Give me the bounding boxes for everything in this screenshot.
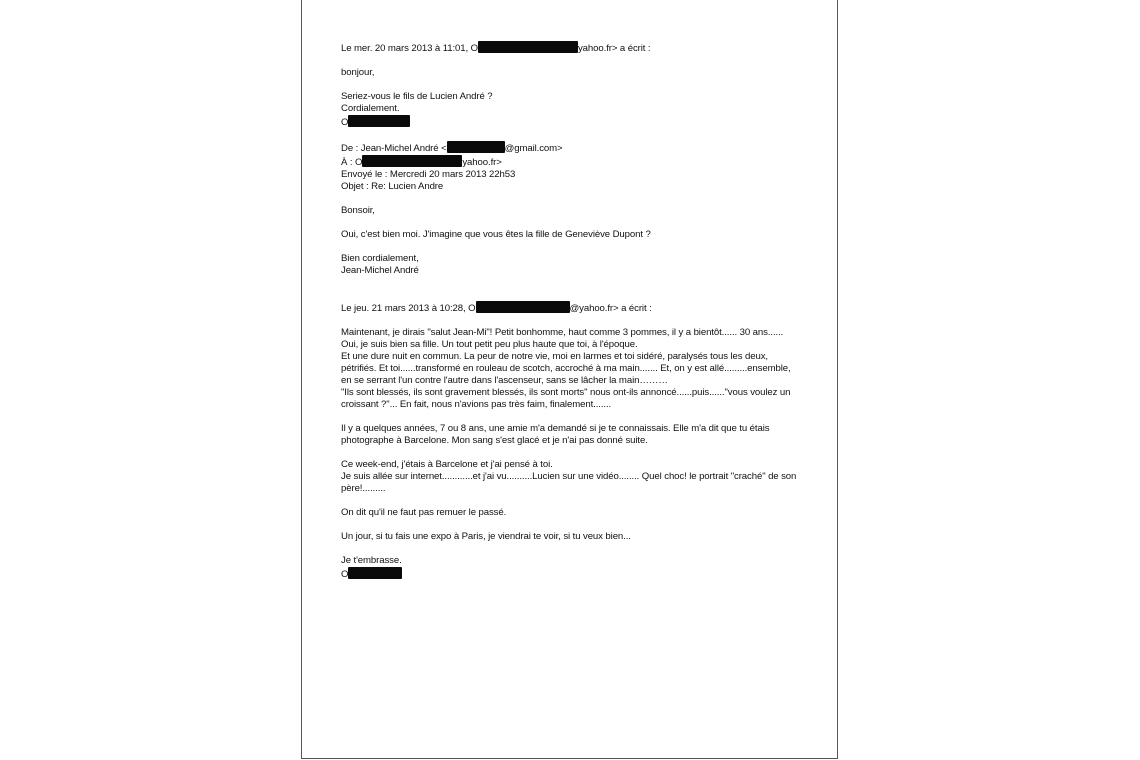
email3-para1-line: croissant ?"... En fait, nous n'avions pas très faim, finalement....... bbox=[341, 399, 612, 410]
email3-para4: On dit qu'il ne faut pas remuer le passé. bbox=[341, 507, 507, 518]
email2-sent: Envoyé le : Mercredi 20 mars 2013 22h53 bbox=[341, 169, 516, 180]
email3-para2-line: photographe à Barcelone. Mon sang s'est glacé et je n'ai pas donné suite. bbox=[341, 435, 648, 446]
email3-para1-line: "Ils sont blessés, ils sont gravement blessés, ils sont morts" nous ont-ils annoncé......puis......"vous voulez un bbox=[341, 387, 791, 398]
redaction-bar bbox=[476, 301, 570, 313]
email3-header bbox=[341, 301, 801, 315]
signature-initial: O bbox=[341, 117, 349, 128]
email2-from bbox=[341, 141, 801, 155]
redaction-bar bbox=[348, 115, 410, 127]
email3-para1-line: en se serrant l'un contre l'autre dans l'ascenseur, sans se lâcher la main……… bbox=[341, 375, 668, 386]
email3-closing: Je t'embrasse. bbox=[341, 555, 402, 566]
email2-closing: Bien cordialement, bbox=[341, 253, 419, 264]
email3-signature bbox=[341, 567, 801, 581]
email3-para3-line: Ce week-end, j'étais à Barcelone et j'ai pensé à toi. bbox=[341, 459, 553, 470]
email2-body: Oui, c'est bien moi. J'imagine que vous êtes la fille de Geneviève Dupont ? bbox=[341, 229, 651, 240]
from-text: @gmail.com> bbox=[504, 143, 563, 154]
scanned-page bbox=[301, 0, 838, 759]
email1-body-line: Cordialement. bbox=[341, 103, 400, 114]
email3-para2-line: Il y a quelques années, 7 ou 8 ans, une amie m'a demandé si je te connaissais. Elle m'a dit que tu étais bbox=[341, 423, 770, 434]
header-text: yahoo.fr> a écrit : bbox=[577, 43, 651, 54]
redaction-bar bbox=[478, 41, 578, 53]
email3-para1-line: pétrifiés. Et toi......transformé en rouleau de scotch, accroché à ma main....... Et, on y est allé.........ensemble, bbox=[341, 363, 791, 374]
email1-signature bbox=[341, 115, 801, 129]
header-text: Le jeu. 21 mars 2013 à 10:28, O bbox=[341, 303, 476, 314]
email2-signature: Jean-Michel André bbox=[341, 265, 419, 276]
email3-para1-line: Et une dure nuit en commun. La peur de notre vie, moi en larmes et toi sidéré, paralysés tous les deux, bbox=[341, 351, 768, 362]
signature-initial: O bbox=[341, 569, 349, 580]
header-text: @yahoo.fr> a écrit : bbox=[569, 303, 652, 314]
to-text: À : O bbox=[341, 157, 363, 168]
email2-to bbox=[341, 155, 801, 169]
redaction-bar bbox=[447, 141, 505, 153]
email3-para5: Un jour, si tu fais une expo à Paris, je viendrai te voir, si tu veux bien... bbox=[341, 531, 631, 542]
email3-para3-line: père!......... bbox=[341, 483, 386, 494]
email1-header bbox=[341, 41, 801, 55]
from-text: De : Jean-Michel André < bbox=[341, 143, 447, 154]
email2-subject: Objet : Re: Lucien Andre bbox=[341, 181, 444, 192]
email3-para1-line: Oui, je suis bien sa fille. Un tout petit peu plus haute que toi, à l'époque. bbox=[341, 339, 638, 350]
email3-para1-line: Maintenant, je dirais "salut Jean-Mi"! Petit bonhomme, haut comme 3 pommes, il y a bientôt...... 30 ans...... bbox=[341, 327, 784, 338]
redaction-bar bbox=[362, 155, 462, 167]
redaction-bar bbox=[348, 567, 402, 579]
email3-para3-line: Je suis allée sur internet............et j'ai vu..........Lucien sur une vidéo........ Quel choc! le portrait "craché" de son bbox=[341, 471, 797, 482]
email1-body-line: Seriez-vous le fils de Lucien André ? bbox=[341, 91, 493, 102]
email1-greeting: bonjour, bbox=[341, 67, 375, 78]
email-thread bbox=[341, 41, 801, 581]
to-text: yahoo.fr> bbox=[462, 157, 502, 168]
email2-greeting: Bonsoir, bbox=[341, 205, 375, 216]
header-text: Le mer. 20 mars 2013 à 11:01, O bbox=[341, 43, 478, 54]
